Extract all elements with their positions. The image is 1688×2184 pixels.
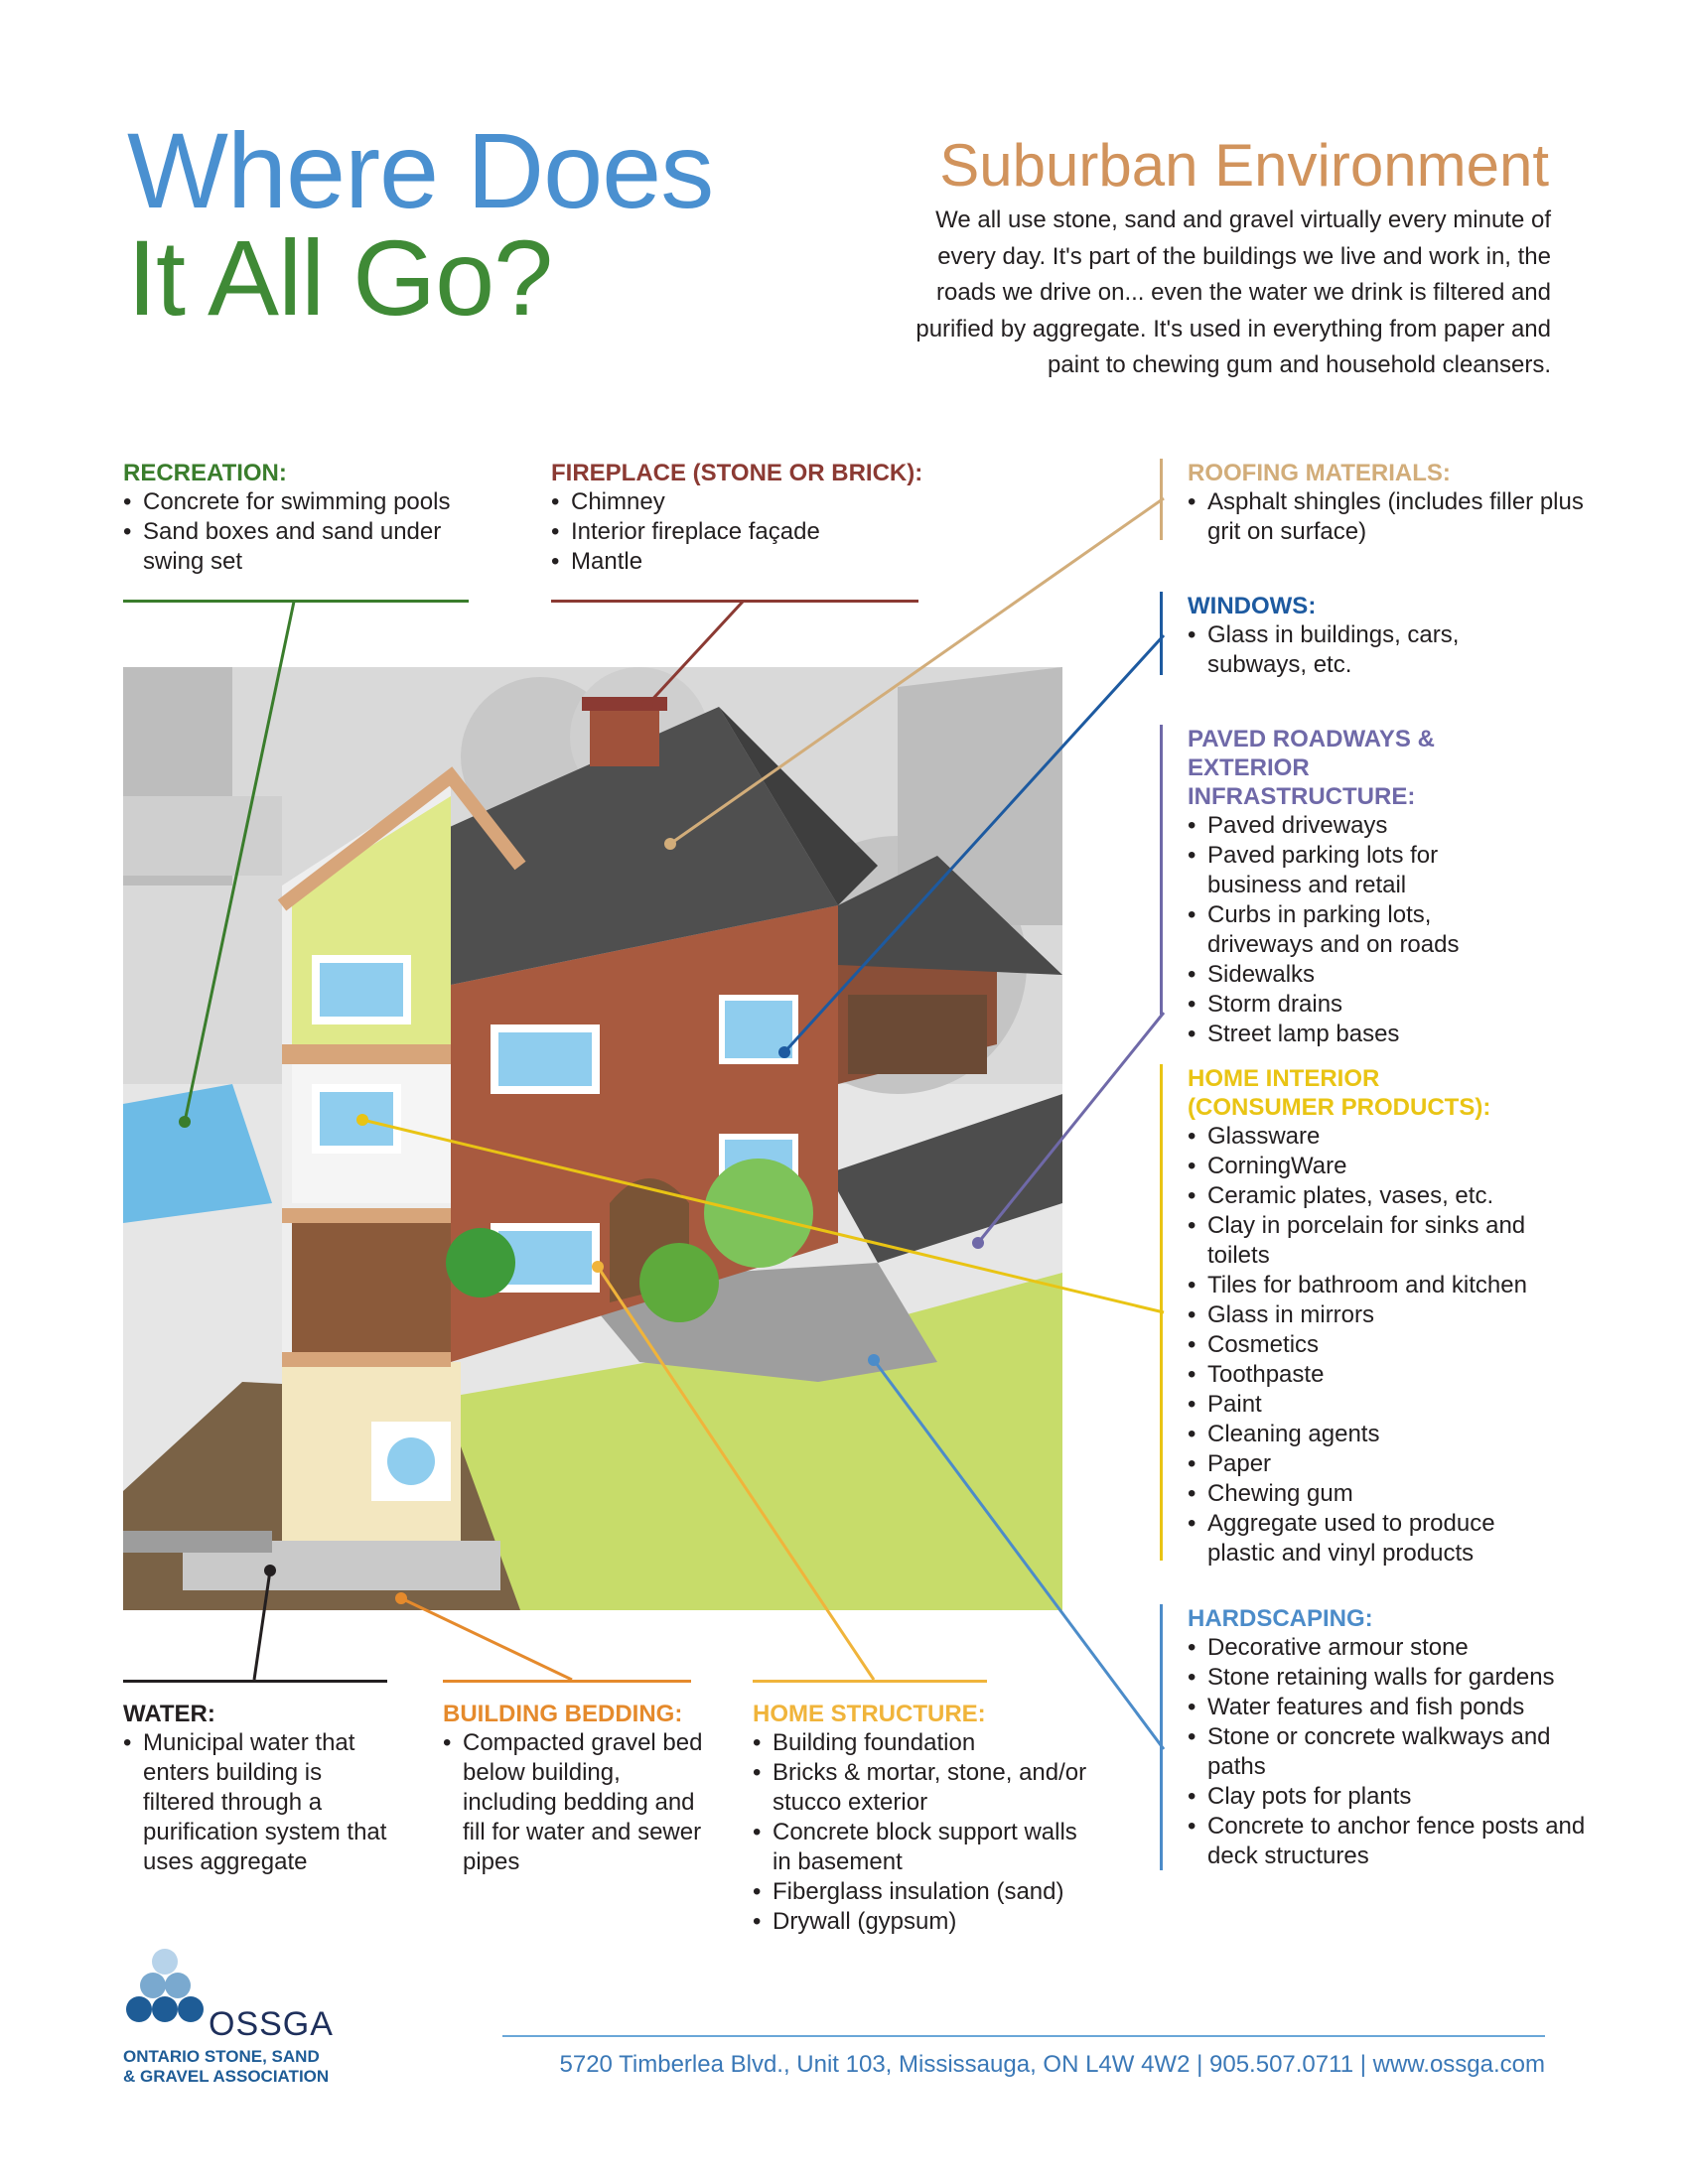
list-item: • Curbs in parking lots, driveways and on roads: [1188, 900, 1525, 960]
paved-rule: [1160, 725, 1163, 1015]
footer-divider: [502, 2035, 1545, 2037]
footer-address: 5720 Timberlea Blvd., Unit 103, Mississauga, ON L4W 4W2 | 905.507.0711 | www.ossga.com: [559, 2051, 1545, 2078]
list-item: • Cosmetics: [1188, 1330, 1565, 1360]
logo-subtitle-line-2: & GRAVEL ASSOCIATION: [123, 2067, 330, 2086]
recreation-heading: RECREATION:: [123, 460, 287, 486]
roofing-heading: ROOFING MATERIALS:: [1188, 460, 1451, 486]
list-item: • Interior fireplace façade: [551, 517, 938, 547]
list-item: • Paper: [1188, 1449, 1565, 1479]
list-item: • Glassware: [1188, 1122, 1565, 1152]
list-item: • Bricks & mortar, stone, and/or stucco exterior: [753, 1758, 1090, 1818]
list-item: • Compacted gravel bed below building, including bedding and fill for water and sewer pipes: [443, 1728, 703, 1877]
section-recreation: [123, 459, 481, 577]
section-building-bedding: [443, 1700, 703, 1877]
section-windows: [1188, 592, 1505, 680]
list-item: • Clay pots for plants: [1188, 1782, 1605, 1812]
windows-heading: WINDOWS:: [1188, 593, 1317, 619]
list-item: • Drywall (gypsum): [753, 1907, 1090, 1937]
list-item: • Toothpaste: [1188, 1360, 1565, 1390]
section-home-interior: [1188, 1064, 1565, 1569]
list-item: • CorningWare: [1188, 1152, 1565, 1181]
list-item: • Concrete to anchor fence posts and deck structures: [1188, 1812, 1605, 1871]
home-structure-heading: HOME STRUCTURE:: [753, 1701, 986, 1727]
list-item: • Mantle: [551, 547, 938, 577]
list-item: • Decorative armour stone: [1188, 1633, 1605, 1663]
home-interior-rule: [1160, 1064, 1163, 1561]
list-item: • Paint: [1188, 1390, 1565, 1420]
list-item: • Building foundation: [753, 1728, 1090, 1758]
list-item: • Glass in buildings, cars, subways, etc.: [1188, 620, 1505, 680]
hardscaping-rule: [1160, 1604, 1163, 1870]
recreation-rule: [123, 600, 469, 603]
hardscaping-heading: HARDSCAPING:: [1188, 1605, 1373, 1632]
logo-name: OSSGA: [209, 2005, 334, 2043]
list-item: • Storm drains: [1188, 990, 1525, 1020]
list-item: • Concrete block support walls in basement: [753, 1818, 1090, 1877]
list-item: • Water features and fish ponds: [1188, 1693, 1605, 1722]
intro-paragraph: We all use stone, sand and gravel virtually every minute of every day. It's part of the buildings we live and work in, the roads we drive on... even the water we drink is filtered and purified by aggregate. It's used in everything from paper and paint to chewing gum and household cleansers.: [915, 206, 1551, 378]
list-item: • Municipal water that enters building is filtered through a purification system that uses aggregate: [123, 1728, 391, 1877]
fireplace-rule: [551, 600, 918, 603]
list-item: • Sidewalks: [1188, 960, 1525, 990]
home-interior-heading-2: (CONSUMER PRODUCTS):: [1188, 1094, 1491, 1121]
title-line-2: It All Go?: [127, 217, 553, 338]
stacked-stones-icon: [123, 1946, 212, 2035]
list-item: • Tiles for bathroom and kitchen: [1188, 1271, 1565, 1300]
home-interior-heading-1: HOME INTERIOR: [1188, 1065, 1380, 1092]
paved-heading-2: EXTERIOR INFRASTRUCTURE:: [1188, 754, 1416, 810]
water-heading: WATER:: [123, 1701, 215, 1727]
roofing-rule: [1160, 459, 1163, 540]
logo-subtitle-line-1: ONTARIO STONE, SAND: [123, 2047, 320, 2066]
list-item: • Glass in mirrors: [1188, 1300, 1565, 1330]
list-item: • Sand boxes and sand under swing set: [123, 517, 481, 577]
logo-subtitle: [123, 2047, 329, 2087]
list-item: • Cleaning agents: [1188, 1420, 1565, 1449]
section-fireplace: [551, 459, 938, 577]
home-structure-rule: [753, 1680, 987, 1683]
water-rule: [123, 1680, 387, 1683]
list-item: • Chimney: [551, 487, 938, 517]
building-bedding-heading: BUILDING BEDDING:: [443, 1701, 683, 1727]
fireplace-heading: FIREPLACE (STONE OR BRICK):: [551, 460, 923, 486]
paved-heading-1: PAVED ROADWAYS &: [1188, 726, 1435, 752]
building-bedding-rule: [443, 1680, 691, 1683]
section-paved: [1188, 725, 1525, 1049]
list-item: • Fiberglass insulation (sand): [753, 1877, 1090, 1907]
windows-rule: [1160, 592, 1163, 675]
list-item: • Stone or concrete walkways and paths: [1188, 1722, 1605, 1782]
list-item: • Aggregate used to produce plastic and vinyl products: [1188, 1509, 1565, 1569]
list-item: • Street lamp bases: [1188, 1020, 1525, 1049]
section-water: [123, 1700, 391, 1877]
list-item: • Ceramic plates, vases, etc.: [1188, 1181, 1565, 1211]
list-item: • Asphalt shingles (includes filler plus grit on surface): [1188, 487, 1585, 547]
list-item: • Concrete for swimming pools: [123, 487, 481, 517]
list-item: • Paved parking lots for business and retail: [1188, 841, 1525, 900]
title-line-1: Where Does: [127, 110, 714, 230]
list-item: • Chewing gum: [1188, 1479, 1565, 1509]
list-item: • Clay in porcelain for sinks and toilets: [1188, 1211, 1565, 1271]
section-hardscaping: [1188, 1604, 1605, 1871]
list-item: • Paved driveways: [1188, 811, 1525, 841]
section-roofing: [1188, 459, 1585, 547]
list-item: • Stone retaining walls for gardens: [1188, 1663, 1605, 1693]
subtitle: Suburban Environment: [939, 132, 1549, 199]
section-home-structure: [753, 1700, 1090, 1937]
